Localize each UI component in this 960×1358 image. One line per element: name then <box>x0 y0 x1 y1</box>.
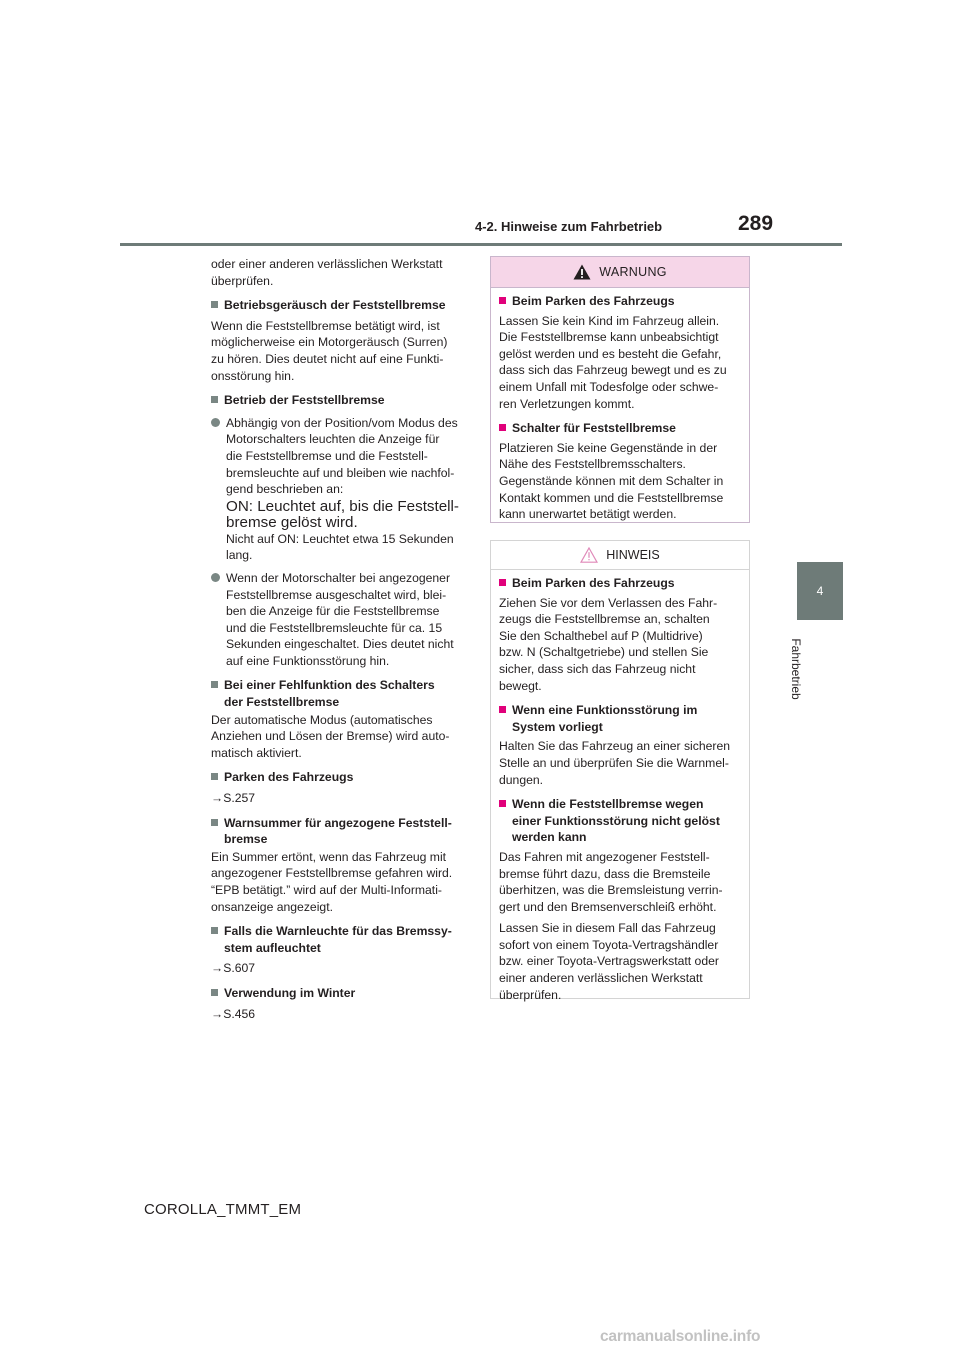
notice-header <box>491 541 749 570</box>
chapter-label-text: Fahrbetrieb <box>789 638 803 700</box>
section-title: 4-2. Hinweise zum Fahrbetrieb <box>475 219 663 234</box>
list-item: Abhängig von der Position/vom Modus des Motorschalters leuchten die Anzeige für die Feststellbremse und die Feststell- bremsleuchte auf und bleiben wie nachfol- gend beschrieben an: ON: Leuchtet auf, bis die Feststell- bremse gelöst wird. Nicht auf ON: Leuchtet etwa 15 Sekunden lang. <box>211 415 469 564</box>
page-number: 289 <box>738 212 774 235</box>
notice-malfunction-text: Halten Sie das Fahrzeug an einer sicheren Stelle an und überprüfen Sie die Warnmel- dungen. <box>499 739 731 787</box>
warning-heading-parking: Beim Parken des Fahrzeugs <box>499 293 741 310</box>
watermark: carmanualsonline.info <box>600 1328 761 1345</box>
warning-triangle-icon <box>573 264 591 280</box>
heading-operating-noise: Betriebsgeräusch der Feststellbremse <box>211 297 469 314</box>
square-bullet-icon <box>211 819 218 826</box>
heading-winter-use: Verwendung im Winter <box>211 985 469 1002</box>
heading-parking: Parken des Fahrzeugs <box>211 769 469 786</box>
intro-text: oder einer anderen verlässlichen Werkstatt überprüfen. <box>211 257 443 288</box>
heading-switch-malfunction: Bei einer Fehlfunktion des Schalters der Feststellbremse <box>211 677 469 710</box>
warning-switch-text: Platzieren Sie keine Gegenstände in der Nähe des Feststellbremsschalters. Gegenstände können mit dem Schalter in Kontakt kommen und die Feststellbremse kann unerwartet betätigt werden. <box>499 440 724 522</box>
warning-heading-switch: Schalter für Feststellbremse <box>499 420 741 437</box>
square-bullet-icon <box>499 297 506 304</box>
round-bullet-icon <box>211 573 220 582</box>
square-bullet-icon <box>499 706 506 713</box>
warning-body <box>491 288 749 523</box>
heading-warning-buzzer: Warnsummer für angezogene Feststell- bremse <box>211 815 469 848</box>
chapter-tab[interactable]: 4 <box>797 562 843 620</box>
square-bullet-icon <box>211 773 218 780</box>
notice-heading-malfunction: Wenn eine Funktionsstörung im System vorliegt <box>499 702 741 735</box>
warning-title: WARNUNG <box>599 265 667 279</box>
notice-body <box>491 570 749 1003</box>
notice-dealer-text: Lassen Sie in diesem Fall das Fahrzeug sofort von einem Toyota-Vertragshändler bzw. einer Toyota-Vertragswerkstatt oder einer anderen verlässlichen Werkstatt überprüfen. <box>499 921 719 1002</box>
square-bullet-icon <box>499 579 506 586</box>
square-bullet-icon <box>499 424 506 431</box>
notice-title: HINWEIS <box>606 548 660 562</box>
warning-header <box>491 257 749 288</box>
square-bullet-icon <box>499 800 506 807</box>
operating-noise-text: Wenn die Feststellbremse betätigt wird, ist möglicherweise ein Motorgeräusch (Surren) zu hören. Dies deutet nicht auf eine Funkti- onsstörung hin. <box>211 318 448 383</box>
warning-box <box>490 256 750 523</box>
page-reference-link[interactable]: →S.607 <box>211 961 256 976</box>
warning-parking-text: Lassen Sie kein Kind im Fahrzeug allein. Die Feststellbremse kann unbeabsichtigt gelöst werden und es besteht die Gefahr, dass sich das Fahrzeug bewegt und es zu einem Unfall mit Todesfolge oder schwe- ren Verletzungen kommt. <box>499 313 727 411</box>
page-reference-link[interactable]: →S.456 <box>211 1006 256 1021</box>
square-bullet-icon <box>211 301 218 308</box>
document-id: COROLLA_TMMT_EM <box>144 1201 302 1218</box>
notice-parking-text: Ziehen Sie vor dem Verlassen des Fahr- zeugs die Feststellbremse an, schalten Sie den Schalthebel auf P (Multidrive) bzw. N (Schaltgetriebe) und stellen Sie sicher, dass sich das Fahrzeug nicht bewegt. <box>499 595 718 693</box>
heading-brake-operation: Betrieb der Feststellbremse <box>211 392 469 409</box>
page-reference-link[interactable]: →S.257 <box>211 791 256 806</box>
header-divider <box>120 243 842 246</box>
list-item: Wenn der Motorschalter bei angezogener Feststellbremse ausgeschaltet wird, blei- ben die Anzeige für die Feststellbremse und die Feststellbremsleuchte für ca. 15 Sekunden eingeschaltet. Dies deutet nicht auf eine Funktionsstörung hin. <box>211 570 469 670</box>
notice-heading-brake-not-released: Wenn die Feststellbremse wegen einer Funktionsstörung nicht gelöst werden kann <box>499 796 741 846</box>
square-bullet-icon <box>211 927 218 934</box>
notice-triangle-icon <box>580 547 598 563</box>
square-bullet-icon <box>211 681 218 688</box>
chapter-label <box>786 630 806 708</box>
round-bullet-icon <box>211 418 220 427</box>
heading-brake-warning-light: Falls die Warnleuchte für das Bremssy- stem aufleuchtet <box>211 923 469 956</box>
left-column <box>211 256 469 1022</box>
switch-malfunction-text: Der automatische Modus (automatisches Anziehen und Lösen der Bremse) wird auto- matisch aktiviert. <box>211 712 450 760</box>
notice-box <box>490 540 750 1002</box>
square-bullet-icon <box>211 396 218 403</box>
warning-buzzer-text: Ein Summer ertönt, wenn das Fahrzeug mit angezogener Feststellbremse gefahren wird. “EPB betätigt.” wird auf der Multi-Informati- onsanzeige angezeigt. <box>211 849 453 914</box>
on-status-text: ON: Leuchtet auf, bis die Feststell- bremse gelöst wird. <box>226 497 459 531</box>
notice-heading-parking: Beim Parken des Fahrzeugs <box>499 575 741 592</box>
notice-brake-not-released-text: Das Fahren mit angezogener Feststell- bremse führt dazu, dass die Bremsteile überhitzen, was die Bremsleistung verrin- gert und den Bremsenverschleiß erhöht. <box>499 849 723 914</box>
square-bullet-icon <box>211 989 218 996</box>
